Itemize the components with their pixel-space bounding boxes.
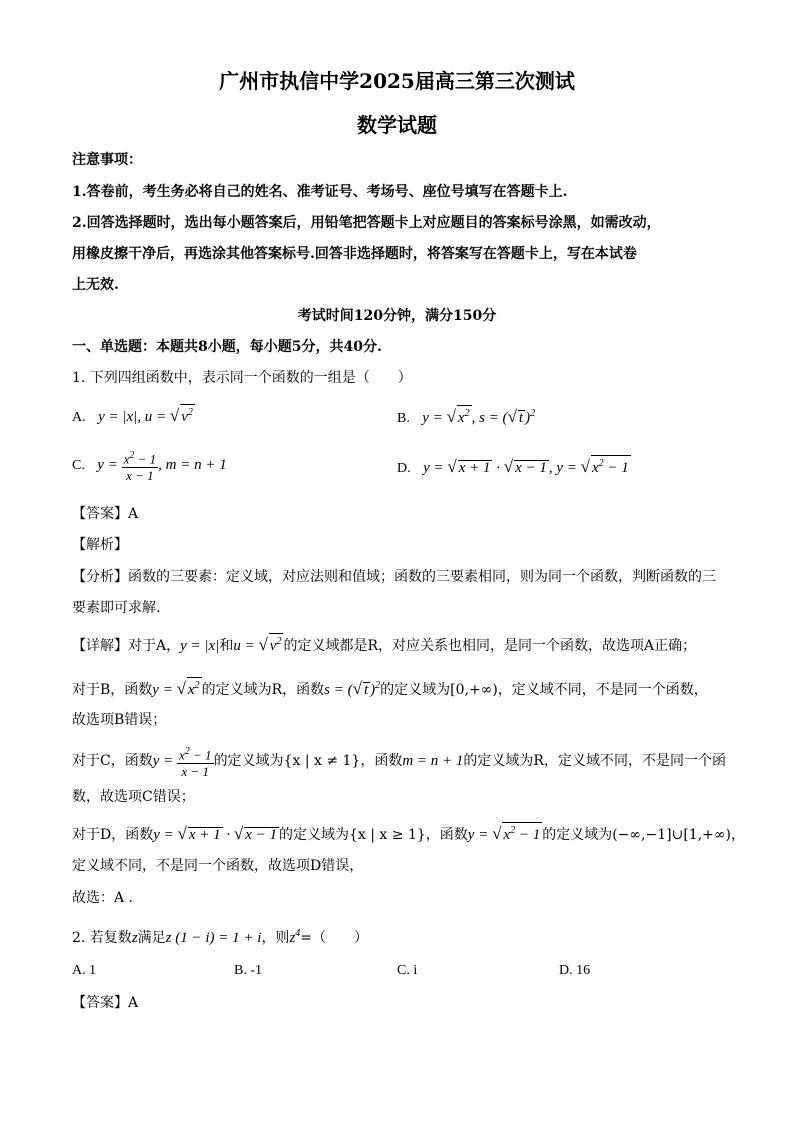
q1-fenxi-line-1: 【分析】函数的三要素：定义域，对应法则和值域；函数的三要素相同，则为同一个函数，判断函数的三 [72,569,716,585]
q1-detail-b-formula-1: y = √ $x^2$ [152,679,200,698]
q1-detail-b-pre: 对于B，函数 [72,682,153,698]
q1-detail-d-formula-1: y = √ x + 1 · √ x − 1 [153,824,278,843]
q2-answer: 【答案】A [72,995,139,1011]
q2-option-a: A. 1 [72,963,97,978]
q2-stem-z4: $z^4$ [289,928,301,946]
q1-analysis-heading: 【解析】 [72,537,128,553]
q1-detail-b-mid: 的定义域为R，函数 [201,682,325,698]
q1-detail-d-mid: 的定义域为{x | x ≥ 1}，函数 [279,827,468,843]
q1-detail-a-pre: 【详解】对于A， [72,638,181,654]
exam-title: 广州市执信中学2025届高三第三次测试 [219,69,575,93]
q2-stem-pre: 2. 若复数 [72,930,132,946]
q1-detail-c [72,744,726,779]
q1-detail-c-mid: 的定义域为{x | x ≠ 1}，函数 [213,753,403,769]
q1-detail-b-post: 的定义域为[0,+∞)，定义域不同，不是同一个函数， [380,682,708,698]
q1-detail-b [72,676,708,700]
q1-detail-a-formula-1: y = |x| [180,638,220,654]
q1-detail-a [72,633,696,656]
q1-detail-d-post: 的定义域为(−∞,−1]∪[1,+∞)， [542,827,746,843]
q1-stem: 1. 下列四组函数中，表示同一个函数的一组是（ ） [72,370,412,386]
q1-fenxi-line-2: 要素即可求解. [72,600,161,616]
q1-option-b [397,404,535,429]
q2-stem-var-z: z [131,930,138,946]
q1-option-d [397,455,631,479]
q1-detail-d [72,822,745,845]
q1-detail-a-mid: 和 [219,638,234,654]
q1-detail-d-end: 定义域不同，不是同一个函数，故选项D错误， [72,858,364,874]
q2-option-d: D. 16 [559,963,591,978]
q2-stem [72,924,368,948]
q1-detail-c-end: 数，故选项C错误； [72,789,195,805]
q1-detail-c-formula-2: m = n + 1 [402,753,464,769]
q1-option-c-label: C. [72,458,85,473]
q1-detail-a-formula-2: u = √ $v^2$ [233,635,282,654]
exam-subtitle: 数学试题 [357,113,437,137]
q1-detail-c-formula-1: y = $\frac{x^2 - 1}{x - 1}$ [152,746,212,779]
notice-item-2-line-1: 2.回答选择题时，选出每小题答案后，用铅笔把答题卡上对应题目的答案标号涂黑，如需改动， [72,215,661,231]
q2-option-c: C. i [397,963,418,978]
q1-option-a [72,404,195,428]
section-1-heading: 一、单选题：本题共8小题，每小题5分，共40分. [72,339,382,355]
q1-answer: 【答案】A [72,506,139,522]
q1-detail-d-formula-2: y = √ $x^2 - 1$ [467,824,541,843]
q1-option-a-formula: y = |x|, u = √ $v^2$ [98,406,193,425]
q1-option-a-label: A. [72,410,86,425]
q1-option-b-formula: y = √ $x^2$ , s = (√ t )$^2$ [422,407,536,426]
notice-heading: 注意事项： [72,152,142,168]
q1-detail-c-post: 的定义域为R，定义域不同，不是同一个函 [463,753,726,769]
q1-detail-b-end: 故选项B错误； [72,712,167,728]
q2-stem-post: ，则 [261,930,290,946]
notice-item-2-line-2: 用橡皮擦干净后，再选涂其他答案标号.回答非选择题时，将答案写在答题卡上，写在本试卷 [72,246,637,262]
q1-option-d-label: D. [397,461,411,476]
q2-stem-end: =（ ） [300,930,369,946]
notice-item-1: 1.答卷前，考生务必将自己的姓名、准考证号、考场号、座位号填写在答题卡上. [72,184,568,200]
q1-conclusion: 故选：A . [72,890,134,906]
q1-detail-a-post: 的定义域都是R，对应关系也相同，是同一个函数，故选项A正确； [283,638,697,654]
q1-option-c [72,448,227,483]
q2-option-b: B. -1 [234,963,262,978]
q1-detail-b-formula-2: s = (√ t )$^2$ [324,679,381,698]
q1-option-d-formula: y = √ x + 1 · √ x − 1 , y = √ $x^2 - 1$ [423,457,629,476]
q1-option-b-label: B. [397,411,410,426]
q1-option-c-formula: y = $\frac{x^2 - 1}{x - 1}$ , m = n + 1 [97,450,227,483]
q1-detail-d-pre: 对于D，函数 [72,827,154,843]
q2-stem-equation: z (1 − i) = 1 + i [165,930,262,946]
q1-detail-c-pre: 对于C，函数 [72,753,153,769]
exam-time-info: 考试时间120分钟，满分150分 [297,308,497,324]
q2-stem-mid: 满足 [137,930,166,946]
notice-item-2-line-3: 上无效. [72,277,119,293]
